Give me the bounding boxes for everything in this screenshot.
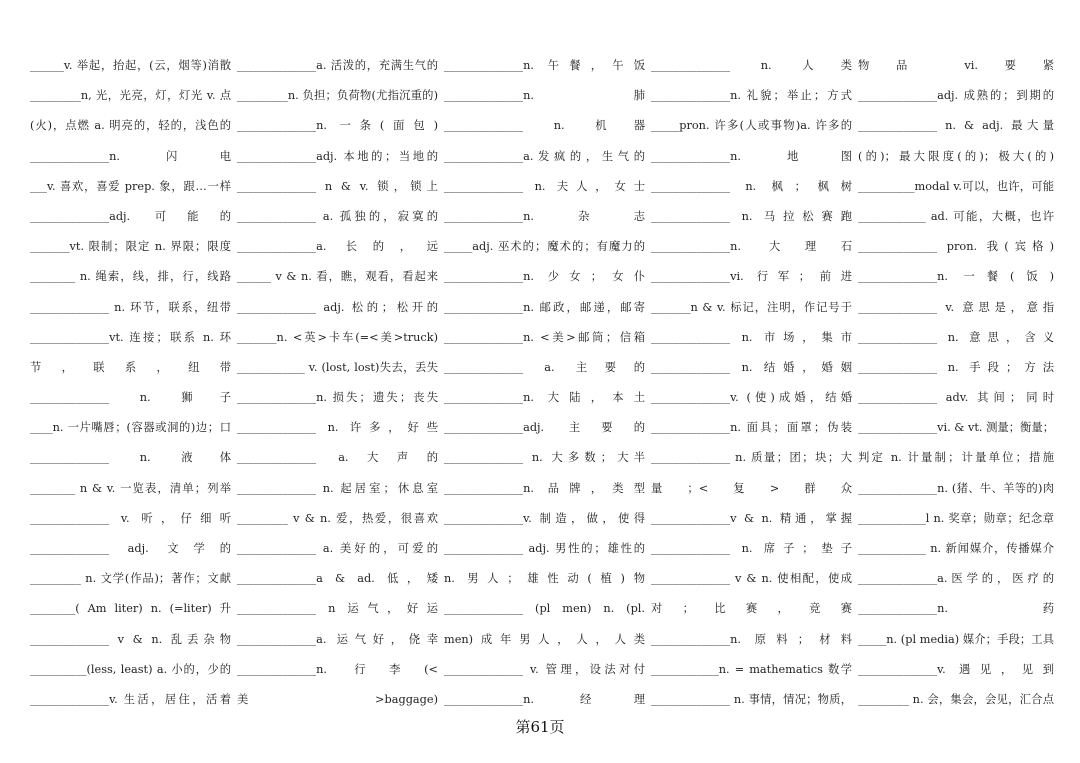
vocab-entry: ______________ n. 机器 <box>444 119 645 133</box>
vocab-entry: ______________ n. 许多，好些 <box>237 421 438 435</box>
vocab-entry: ______________n. 闪电 <box>30 149 231 163</box>
vocab-entry: ______________n. 经理 <box>444 692 645 706</box>
vocab-entry: ____n. 一片嘴唇；(容器或洞的)边；口 <box>30 421 231 435</box>
vocab-entry: ____________n. = mathematics 数学 <box>651 662 852 676</box>
vocab-entry: ______________ adv. 其间；同时 <box>858 391 1054 405</box>
vocab-entry: 物品 vi.要紧 <box>858 59 1054 72</box>
vocab-entry: ______________n. 午餐，午饭 <box>444 59 645 72</box>
vocab-entry: _________ v & n. 爱，热爱，很喜欢 <box>237 511 438 525</box>
vocab-entry: ______________ a. 孤独的，寂寞的 <box>237 209 438 223</box>
vocab-entry: ______________ adj. 松的；松开的 <box>237 300 438 314</box>
vocab-entry: ______________ n. & adj. 最大量 <box>858 119 1054 133</box>
vocab-entry: ______________ n. 意思，含义 <box>858 330 1054 344</box>
vocab-entry: ______________v. 制造，做，使得 <box>444 511 645 525</box>
vocab-entry: ____________ v. (lost, lost)失去，丢失 <box>237 360 438 374</box>
vocab-entry: ______________ n. 起居室；休息室 <box>237 481 438 495</box>
vocab-entry: ______________n. 礼貌；举止；方式 <box>651 89 852 103</box>
column-1 <box>30 58 237 718</box>
vocab-entry: ______________v. (使)成婚，结婚 <box>651 391 852 405</box>
vocab-entry: _______n & v. 标记，注明，作记号于 <box>651 300 852 314</box>
vocab-entry: ______________ pron. 我(宾格) <box>858 240 1054 254</box>
vocab-entry: ______________ v. 听，仔细听 <box>30 511 231 525</box>
vocab-entry: ______________a.医学的，医疗的 <box>858 572 1054 586</box>
vocab-entry: ______________ n. 夫人，女士 <box>444 179 645 193</box>
vocab-entry: 节，联系，纽带 <box>30 360 231 374</box>
vocab-entry: ______________n. <美>邮筒；信箱 <box>444 330 645 344</box>
vocab-entry: ______________ n. 狮子 <box>30 391 231 405</box>
vocab-entry: ______________adj. 本地的；当地的 <box>237 149 438 163</box>
vocab-entry: _____n. (pl media) 媒介；手段；工具 <box>858 632 1054 646</box>
column-5 <box>858 58 1060 718</box>
vocab-entry: ______________n. 一条(面包) <box>237 119 438 133</box>
vocab-entry: ____________ n. 新闻媒介，传播媒介 <box>858 542 1054 555</box>
vocab-entry: ______________ n 运气，好运 <box>237 602 438 616</box>
vocab-entry: ______________a.发疯的，生气的 <box>444 149 645 163</box>
vocab-entry: ______________ adj. 文学的 <box>30 542 231 555</box>
vocab-entry: ______________ a. 主要的 <box>444 360 645 374</box>
vocab-entry: men)成年男人，人，人类 <box>444 632 645 646</box>
vocab-entry: ______________ n. 结婚，婚姻 <box>651 360 852 374</box>
vocab-entry: ______________ n. 事情，情况；物质， <box>651 692 852 706</box>
vocab-entry: ________ n. 绳索，线，排，行，线路 <box>30 270 231 284</box>
page-number: 第61页 <box>515 718 565 736</box>
vocab-entry: ______________n. 原料；材料 <box>651 632 852 646</box>
vocab-entry: ________ n & v. 一览表，清单；列举 <box>30 481 231 495</box>
vocab-entry: ______________ n. 环节，联系，纽带 <box>30 300 231 314</box>
column-2 <box>237 58 444 718</box>
vocab-entry: ______________n. 少女；女仆 <box>444 270 645 284</box>
vocab-entry: ______v. 举起，抬起，(云，烟等)消散 <box>30 59 231 72</box>
vocab-entry: ______________n. (猪、牛、羊等的)肉 <box>858 481 1054 495</box>
vocab-entry: ______________n. 药 <box>858 602 1054 616</box>
vocabulary-columns <box>30 58 1060 718</box>
vocab-entry: ______________vi. 行军；前进 <box>651 270 852 284</box>
vocab-entry: (火)，点燃 a. 明亮的，轻的，浅色的 <box>30 119 231 133</box>
vocab-entry: ______________a. 运气好，侥幸 <box>237 632 438 646</box>
vocab-entry: ______________ v. 意思是，意指 <box>858 300 1054 314</box>
vocab-entry: ______________vi. & vt. 测量；衡量； <box>858 421 1054 435</box>
vocab-entry: ______________ v & n. 使相配，使成 <box>651 572 852 586</box>
vocab-entry: ___v. 喜欢，喜爱 prep. 象，跟…一样 <box>30 179 231 193</box>
vocab-entry: ______________v & n. 精通，掌握 <box>651 511 852 525</box>
vocab-entry: ______________ n. 席子；垫子 <box>651 542 852 555</box>
vocab-entry: ______________n. 大陆，本土 <box>444 391 645 405</box>
vocab-entry: _____adj. 巫术的；魔术的；有魔力的 <box>444 240 645 254</box>
vocab-entry: ________( Am liter) n. (=liter) 升 <box>30 602 231 616</box>
vocab-entry: ______________ v & n. 乱丢杂物 <box>30 632 231 646</box>
vocab-entry: ______________a. 活泼的，充满生气的 <box>237 59 438 72</box>
column-4 <box>651 58 858 718</box>
vocab-entry: ______________ a.大声的 <box>237 451 438 465</box>
vocab-entry: ______________ n. 马拉松赛跑 <box>651 209 852 223</box>
vocab-entry: _______vt. 限制；限定 n. 界限；限度 <box>30 240 231 254</box>
vocab-entry: ______________vt. 连接；联系 n. 环 <box>30 330 231 344</box>
vocab-entry: ____________ ad. 可能，大概，也许 <box>858 209 1054 223</box>
vocab-entry: __________(less, least) a. 小的，少的 <box>30 662 231 676</box>
vocab-entry: ______________ v. 管理，设法对付 <box>444 662 645 676</box>
vocab-entry: ______________n. 面具；面罩；伪装 <box>651 421 852 435</box>
vocab-entry: ______________v. 生活，居住，活着 <box>30 692 231 706</box>
vocab-entry: 判定 n. 计量制；计量单位；措施 <box>858 451 1054 465</box>
vocab-entry: ______________a. 长的，远 <box>237 240 438 254</box>
vocab-entry: ______________n.杂志 <box>444 209 645 223</box>
vocab-entry: (的)；最大限度(的)；极大(的) <box>858 149 1054 163</box>
vocab-entry: ______________ n. 质量；团；块；大 <box>651 451 852 465</box>
vocab-entry: _____pron. 许多(人或事物)a. 许多的 <box>651 119 852 133</box>
vocab-entry: ______________n. 行李(< <box>237 662 438 676</box>
vocab-entry: ______________ n. 人类 <box>651 59 852 72</box>
vocab-entry: ______________n. 地图 <box>651 149 852 163</box>
vocab-entry: ______________adj. 成熟的；到期的 <box>858 89 1054 103</box>
vocab-entry: 对；比赛，竞赛 <box>651 602 852 616</box>
vocab-entry: ______ v & n. 看，瞧，观看，看起来 <box>237 270 438 284</box>
vocab-entry: ______________ (pl men) n. (pl. <box>444 602 645 616</box>
vocab-entry: ______________adj. 可能的 <box>30 209 231 223</box>
vocab-entry: ______________ n & v. 锁，锁上 <box>237 179 438 193</box>
vocab-entry: ______________n. 大理石 <box>651 240 852 254</box>
vocab-entry: n. 男人；雄性动(植)物 <box>444 572 645 586</box>
vocab-entry: ______________ n. 液体 <box>30 451 231 465</box>
vocab-entry: ______________v. 遇见，见到 <box>858 662 1054 676</box>
vocab-entry: ______________n. 邮政，邮递，邮寄 <box>444 300 645 314</box>
vocab-entry: 美>baggage) <box>237 692 438 706</box>
vocab-entry: _________n, 光，光亮，灯，灯光 v. 点 <box>30 89 231 103</box>
vocab-entry: 量；<复>群众 <box>651 481 852 495</box>
vocab-entry: ______________ a. 美好的，可爱的 <box>237 542 438 555</box>
vocab-entry: ______________n. 一餐(饭) <box>858 270 1054 284</box>
vocab-entry: _________ n. 文学(作品)；著作；文献 <box>30 572 231 586</box>
vocab-entry: ______________ n. 市场，集市 <box>651 330 852 344</box>
vocab-entry: ______________ adj. 男性的；雄性的 <box>444 542 645 555</box>
vocab-entry: ____________l n. 奖章；勋章；纪念章 <box>858 511 1054 525</box>
vocab-entry: _______n. <英>卡车(=<美>truck) <box>237 330 438 344</box>
vocab-entry: ______________n. 品牌，类型 <box>444 481 645 495</box>
vocab-entry: ______________adj. 主要的 <box>444 421 645 435</box>
column-3 <box>444 58 651 718</box>
vocab-entry: __________modal v.可以，也许，可能 <box>858 179 1054 193</box>
vocab-entry: ______________n. 损失；遗失；丧失 <box>237 391 438 405</box>
vocab-entry: ______________ n. 手段；方法 <box>858 360 1054 374</box>
vocab-entry: _________ n. 会，集会，会见，汇合点 <box>858 692 1054 706</box>
vocab-entry: ______________n. 肺 <box>444 89 645 103</box>
vocab-entry: ______________a & ad. 低，矮 <box>237 572 438 586</box>
vocab-entry: ______________ n. 枫；枫树 <box>651 179 852 193</box>
vocab-entry: ______________ n. 大多数；大半 <box>444 451 645 465</box>
vocab-entry: _________n. 负担；负荷物(尤指沉重的) <box>237 89 438 103</box>
